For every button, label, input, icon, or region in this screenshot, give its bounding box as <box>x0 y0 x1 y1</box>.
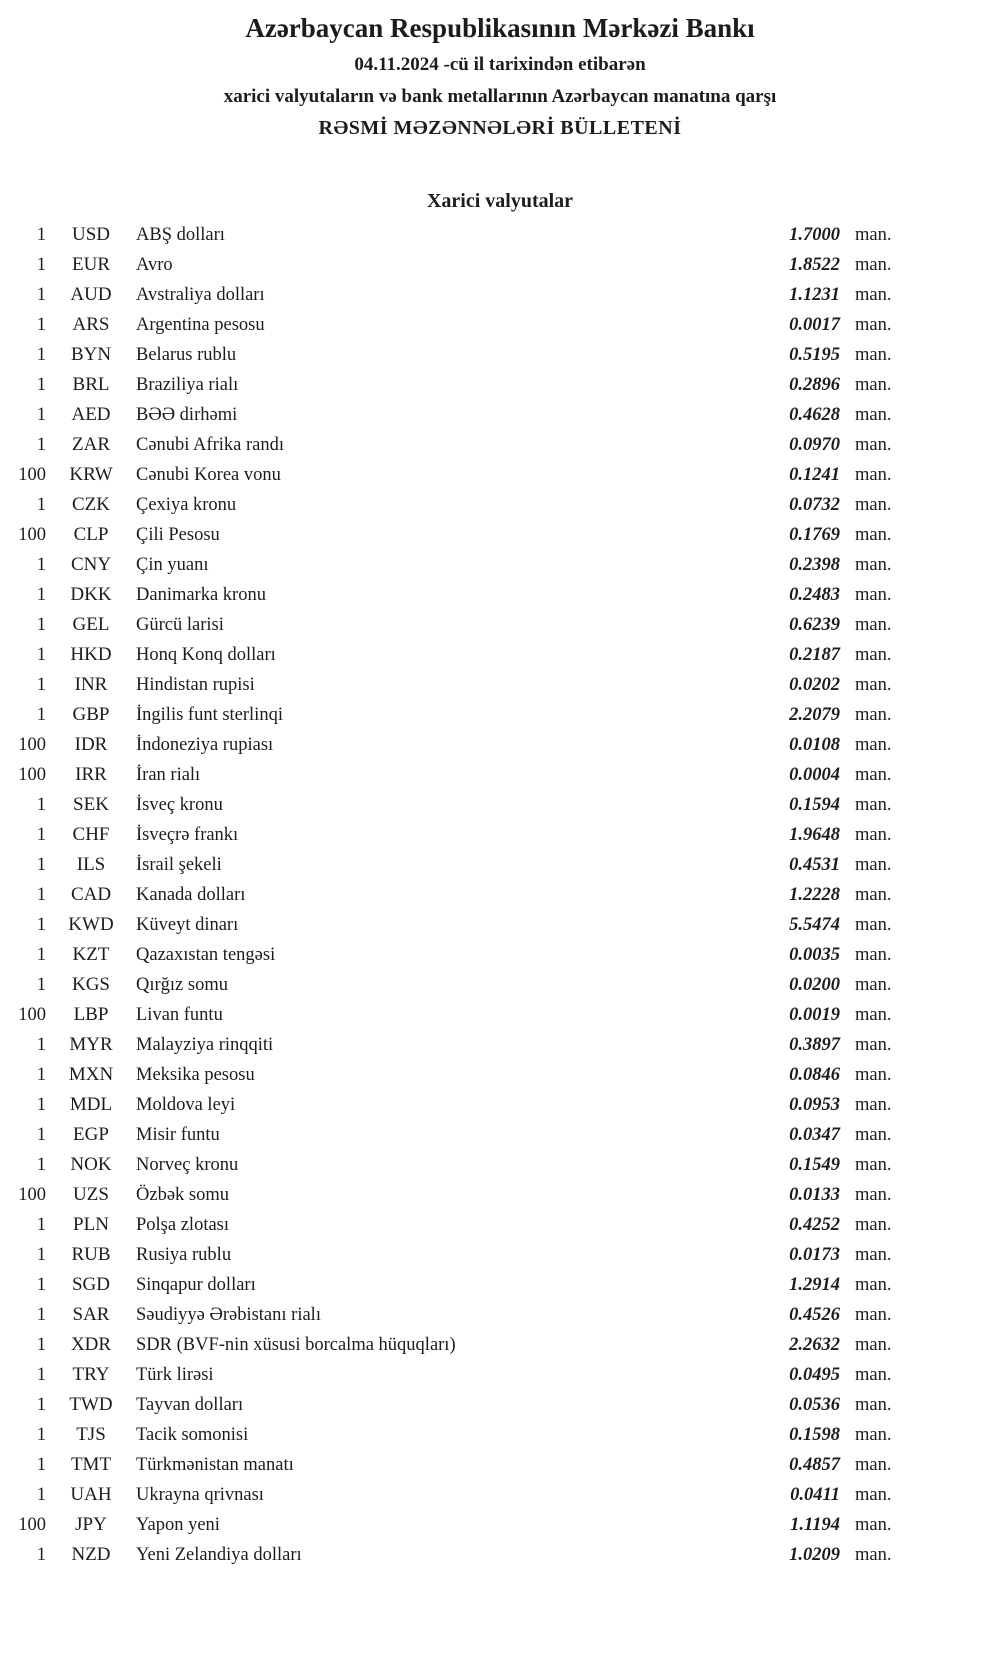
rate-value: 2.2079 <box>789 705 840 725</box>
rate-row <box>0 220 1000 250</box>
rate-row <box>0 1180 1000 1210</box>
rate-row <box>0 1540 1000 1570</box>
rate-name: Tayvan dolları <box>136 1395 244 1415</box>
rate-unit: man. <box>855 225 892 245</box>
rate-row <box>0 700 1000 730</box>
rate-name: Belarus rublu <box>136 345 237 365</box>
rate-qty: 1 <box>36 405 46 425</box>
rate-name: SDR (BVF-nin xüsusi borcalma hüquqları) <box>136 1335 456 1355</box>
rate-qty: 1 <box>36 345 46 365</box>
rate-value: 0.0133 <box>789 1185 840 1205</box>
rate-value: 0.1549 <box>789 1155 840 1175</box>
rate-code: AUD <box>70 284 112 305</box>
rate-name: Danimarka kronu <box>136 585 266 605</box>
rate-unit: man. <box>855 585 892 605</box>
rate-value: 0.0035 <box>789 945 840 965</box>
rate-unit: man. <box>855 405 892 425</box>
rate-name: Malayziya rinqqiti <box>136 1035 274 1055</box>
rate-value: 1.1231 <box>789 285 840 305</box>
rate-name: Cənubi Afrika randı <box>136 435 284 455</box>
rate-row <box>0 910 1000 940</box>
rate-name: Türk lirəsi <box>136 1365 214 1385</box>
rate-qty: 1 <box>36 1035 46 1055</box>
rate-row <box>0 640 1000 670</box>
rate-name: Yeni Zelandiya dolları <box>136 1545 302 1565</box>
rate-row <box>0 1450 1000 1480</box>
rate-name: Polşa zlotası <box>136 1215 230 1235</box>
rate-unit: man. <box>855 345 892 365</box>
rate-value: 5.5474 <box>789 915 840 935</box>
rate-unit: man. <box>855 1395 892 1415</box>
rate-name: Hindistan rupisi <box>136 675 255 695</box>
rate-name: İndoneziya rupiası <box>136 735 274 755</box>
rate-row <box>0 820 1000 850</box>
rate-qty: 1 <box>36 1425 46 1445</box>
rate-value: 0.0347 <box>789 1125 840 1145</box>
rate-value: 0.1598 <box>789 1425 840 1445</box>
rate-code: CHF <box>72 824 110 845</box>
rate-name: Kanada dolları <box>136 885 246 905</box>
rate-unit: man. <box>855 675 892 695</box>
rate-value: 0.0411 <box>790 1485 840 1505</box>
rate-value: 0.0019 <box>789 1005 840 1025</box>
rate-unit: man. <box>855 765 892 785</box>
rate-name: ABŞ dolları <box>136 225 225 245</box>
rate-row <box>0 1330 1000 1360</box>
rate-row <box>0 370 1000 400</box>
rate-row <box>0 1150 1000 1180</box>
rate-qty: 1 <box>36 1125 46 1145</box>
rate-qty: 1 <box>36 495 46 515</box>
rate-name: Livan funtu <box>136 1005 223 1025</box>
rate-row <box>0 490 1000 520</box>
rate-name: Avstraliya dolları <box>136 285 265 305</box>
rate-value: 0.1594 <box>789 795 840 815</box>
rate-unit: man. <box>855 855 892 875</box>
rate-code: RUB <box>71 1244 111 1265</box>
rate-code: UZS <box>73 1184 109 1205</box>
rate-code: TWD <box>69 1394 113 1415</box>
rate-row <box>0 1090 1000 1120</box>
rate-name: İsrail şekeli <box>136 855 222 875</box>
rate-row <box>0 580 1000 610</box>
rate-code: ZAR <box>72 434 110 455</box>
rate-code: DKK <box>70 584 112 605</box>
rate-unit: man. <box>855 1215 892 1235</box>
rate-qty: 100 <box>18 1515 46 1535</box>
rate-code: EGP <box>73 1124 109 1145</box>
rate-unit: man. <box>855 255 892 275</box>
rate-row <box>0 430 1000 460</box>
rate-name: Braziliya rialı <box>136 375 239 395</box>
rate-code: CLP <box>73 524 109 545</box>
rate-row <box>0 1120 1000 1150</box>
rate-value: 0.4628 <box>789 405 840 425</box>
rate-name: İran rialı <box>136 765 201 785</box>
rate-qty: 1 <box>36 585 46 605</box>
rate-name: Çexiya kronu <box>136 495 237 515</box>
rate-code: XDR <box>70 1334 112 1355</box>
rate-name: Türkmənistan manatı <box>136 1455 294 1475</box>
rate-unit: man. <box>855 555 892 575</box>
rate-name: BƏƏ dirhəmi <box>136 405 238 425</box>
rate-value: 0.4857 <box>789 1455 840 1475</box>
rate-name: Qazaxıstan tengəsi <box>136 945 276 965</box>
rate-unit: man. <box>855 465 892 485</box>
rate-unit: man. <box>855 375 892 395</box>
rate-row <box>0 340 1000 370</box>
rate-value: 0.0173 <box>789 1245 840 1265</box>
rate-value: 1.2228 <box>789 885 840 905</box>
rate-unit: man. <box>855 1455 892 1475</box>
rate-qty: 1 <box>36 885 46 905</box>
rate-unit: man. <box>855 285 892 305</box>
rate-qty: 1 <box>36 1215 46 1235</box>
rate-name: Çili Pesosu <box>136 525 220 545</box>
rate-value: 0.0108 <box>789 735 840 755</box>
rate-row <box>0 610 1000 640</box>
rate-qty: 1 <box>36 795 46 815</box>
rate-unit: man. <box>855 645 892 665</box>
rate-code: JPY <box>75 1514 107 1535</box>
rate-value: 0.0970 <box>789 435 840 455</box>
bulletin-title: RƏSMİ MƏZƏNNƏLƏRİ BÜLLETENİ <box>318 117 682 139</box>
rate-qty: 100 <box>18 1185 46 1205</box>
rate-code: BRL <box>72 374 110 395</box>
rate-unit: man. <box>855 1425 892 1445</box>
rate-code: KRW <box>69 464 113 485</box>
rate-qty: 1 <box>36 1065 46 1085</box>
rate-unit: man. <box>855 1005 892 1025</box>
rate-unit: man. <box>855 495 892 515</box>
rate-value: 0.4252 <box>789 1215 840 1235</box>
rate-value: 0.2896 <box>789 375 840 395</box>
rate-unit: man. <box>855 945 892 965</box>
rate-code: NOK <box>70 1154 112 1175</box>
effective-date-line: 04.11.2024 -cü il tarixindən etibarən <box>354 54 646 75</box>
rate-name: Misir funtu <box>136 1125 220 1145</box>
rate-value: 1.7000 <box>789 225 840 245</box>
rate-qty: 1 <box>36 225 46 245</box>
rate-value: 0.0200 <box>789 975 840 995</box>
rate-value: 1.8522 <box>789 255 840 275</box>
rate-unit: man. <box>855 705 892 725</box>
rate-unit: man. <box>855 1275 892 1295</box>
rate-code: MDL <box>69 1094 113 1115</box>
rate-unit: man. <box>855 1125 892 1145</box>
rate-name: Argentina pesosu <box>136 315 265 335</box>
rate-row <box>0 280 1000 310</box>
rate-qty: 1 <box>36 1245 46 1265</box>
rate-qty: 1 <box>36 825 46 845</box>
rate-code: ARS <box>72 314 110 335</box>
rate-unit: man. <box>855 315 892 335</box>
rate-value: 0.0017 <box>789 315 840 335</box>
subject-line: xarici valyutaların və bank metallarının Azərbaycan manatına qarşı <box>223 86 777 107</box>
rate-row <box>0 760 1000 790</box>
rate-code: SGD <box>71 1274 110 1295</box>
rate-value: 1.1194 <box>790 1515 840 1535</box>
rate-unit: man. <box>855 1545 892 1565</box>
rate-row <box>0 1360 1000 1390</box>
rate-value: 0.0846 <box>789 1065 840 1085</box>
rate-value: 0.0536 <box>789 1395 840 1415</box>
rate-name: İsveçrə frankı <box>136 825 239 845</box>
rate-unit: man. <box>855 1095 892 1115</box>
rate-qty: 1 <box>36 1095 46 1115</box>
rate-code: MYR <box>69 1034 113 1055</box>
rate-qty: 1 <box>36 1455 46 1475</box>
rate-row <box>0 790 1000 820</box>
rate-unit: man. <box>855 1485 892 1505</box>
rate-row <box>0 460 1000 490</box>
rate-qty: 1 <box>36 375 46 395</box>
rate-value: 1.0209 <box>789 1545 840 1565</box>
rate-qty: 1 <box>36 1335 46 1355</box>
rate-qty: 100 <box>18 525 46 545</box>
rate-code: TJS <box>76 1424 106 1445</box>
rate-name: Çin yuanı <box>136 555 209 575</box>
rate-value: 1.9648 <box>789 825 840 845</box>
rate-code: GBP <box>72 704 110 725</box>
rate-name: Honq Konq dolları <box>136 645 276 665</box>
rate-qty: 1 <box>36 255 46 275</box>
rate-qty: 1 <box>36 945 46 965</box>
rate-qty: 1 <box>36 315 46 335</box>
rate-unit: man. <box>855 1035 892 1055</box>
rate-qty: 1 <box>36 645 46 665</box>
rate-name: Səudiyyə Ərəbistanı rialı <box>136 1305 321 1325</box>
rate-row <box>0 880 1000 910</box>
rate-unit: man. <box>855 1515 892 1535</box>
rate-unit: man. <box>855 1365 892 1385</box>
rate-row <box>0 310 1000 340</box>
rate-row <box>0 1060 1000 1090</box>
rate-qty: 1 <box>36 435 46 455</box>
rate-qty: 100 <box>18 765 46 785</box>
rate-value: 0.6239 <box>789 615 840 635</box>
rate-row <box>0 1000 1000 1030</box>
rate-code: CNY <box>70 554 112 575</box>
rate-row <box>0 1030 1000 1060</box>
rate-unit: man. <box>855 885 892 905</box>
rate-row <box>0 970 1000 1000</box>
rate-code: KZT <box>72 944 110 965</box>
rate-qty: 1 <box>36 1395 46 1415</box>
rate-value: 0.0732 <box>789 495 840 515</box>
rate-value: 2.2632 <box>789 1335 840 1355</box>
rate-code: KGS <box>71 974 110 995</box>
rate-value: 0.3897 <box>789 1035 840 1055</box>
rate-code: TMT <box>70 1454 112 1475</box>
rate-unit: man. <box>855 1305 892 1325</box>
rate-row <box>0 1390 1000 1420</box>
rate-name: Gürcü larisi <box>136 615 224 635</box>
rate-unit: man. <box>855 795 892 815</box>
rate-qty: 1 <box>36 615 46 635</box>
rate-name: Avro <box>136 255 173 275</box>
rate-value: 0.1241 <box>789 465 840 485</box>
rate-code: IDR <box>74 734 108 755</box>
rate-code: ILS <box>76 854 106 875</box>
rate-unit: man. <box>855 735 892 755</box>
rate-qty: 100 <box>18 1005 46 1025</box>
rate-name: İsveç kronu <box>136 795 223 815</box>
rate-code: CZK <box>72 494 110 515</box>
rate-qty: 1 <box>36 1545 46 1565</box>
rate-row <box>0 1210 1000 1240</box>
rate-value: 0.4531 <box>789 855 840 875</box>
rate-name: Norveç kronu <box>136 1155 239 1175</box>
rate-row <box>0 940 1000 970</box>
rate-value: 0.0953 <box>789 1095 840 1115</box>
rate-value: 0.0202 <box>789 675 840 695</box>
rate-qty: 1 <box>36 285 46 305</box>
rate-qty: 100 <box>18 735 46 755</box>
rate-name: Ukrayna qrivnası <box>136 1485 264 1505</box>
rate-code: SAR <box>72 1304 110 1325</box>
rate-code: MXN <box>68 1064 114 1085</box>
rate-value: 0.2187 <box>789 645 840 665</box>
rate-name: Küveyt dinarı <box>136 915 239 935</box>
rate-qty: 1 <box>36 675 46 695</box>
rate-value: 0.5195 <box>789 345 840 365</box>
rate-code: CAD <box>70 884 112 905</box>
rate-code: LBP <box>73 1004 109 1025</box>
rate-value: 0.0495 <box>789 1365 840 1385</box>
rate-qty: 1 <box>36 1365 46 1385</box>
bank-title: Azərbaycan Respublikasının Mərkəzi Bankı <box>245 13 755 43</box>
rate-name: Cənubi Korea vonu <box>136 465 281 485</box>
rate-row <box>0 1480 1000 1510</box>
rate-row <box>0 1270 1000 1300</box>
rate-unit: man. <box>855 615 892 635</box>
rate-qty: 1 <box>36 555 46 575</box>
rate-qty: 100 <box>18 465 46 485</box>
rate-value: 1.2914 <box>789 1275 840 1295</box>
rate-value: 0.2483 <box>789 585 840 605</box>
rate-row <box>0 1420 1000 1450</box>
rate-unit: man. <box>855 435 892 455</box>
rate-qty: 1 <box>36 1485 46 1505</box>
rate-unit: man. <box>855 915 892 935</box>
rate-row <box>0 400 1000 430</box>
rate-name: Sinqapur dolları <box>136 1275 256 1295</box>
rate-unit: man. <box>855 1185 892 1205</box>
section-title-foreign-currencies: Xarici valyutalar <box>426 190 574 212</box>
rate-qty: 1 <box>36 975 46 995</box>
rate-name: Qırğız somu <box>136 975 228 995</box>
rate-qty: 1 <box>36 1275 46 1295</box>
rate-row <box>0 520 1000 550</box>
rate-code: TRY <box>72 1364 110 1385</box>
rate-qty: 1 <box>36 1305 46 1325</box>
rate-code: INR <box>74 674 108 695</box>
rate-qty: 1 <box>36 1155 46 1175</box>
rate-row <box>0 550 1000 580</box>
rate-code: BYN <box>70 344 112 365</box>
rate-name: İngilis funt sterlinqi <box>136 705 283 725</box>
rate-code: USD <box>71 224 110 245</box>
rate-unit: man. <box>855 1065 892 1085</box>
rate-code: PLN <box>73 1214 109 1235</box>
rate-unit: man. <box>855 975 892 995</box>
rate-code: KWD <box>68 914 114 935</box>
rate-unit: man. <box>855 1335 892 1355</box>
rate-unit: man. <box>855 1245 892 1265</box>
rate-value: 0.1769 <box>789 525 840 545</box>
rate-code: HKD <box>70 644 112 665</box>
rate-unit: man. <box>855 1155 892 1175</box>
rate-name: Yapon yeni <box>136 1515 220 1535</box>
rate-qty: 1 <box>36 915 46 935</box>
rate-qty: 1 <box>36 705 46 725</box>
rate-code: GEL <box>72 614 110 635</box>
rate-value: 0.0004 <box>789 765 840 785</box>
rate-unit: man. <box>855 525 892 545</box>
rate-row <box>0 1300 1000 1330</box>
rate-code: EUR <box>72 254 110 275</box>
rate-value: 0.2398 <box>789 555 840 575</box>
rate-code: IRR <box>75 764 107 785</box>
rate-row <box>0 730 1000 760</box>
rates-table-body <box>0 220 1000 1570</box>
rate-row <box>0 250 1000 280</box>
rate-code: SEK <box>73 794 109 815</box>
rate-name: Meksika pesosu <box>136 1065 255 1085</box>
rate-name: Rusiya rublu <box>136 1245 232 1265</box>
rate-row <box>0 850 1000 880</box>
rate-code: NZD <box>71 1544 111 1565</box>
rate-name: Moldova leyi <box>136 1095 236 1115</box>
rate-code: UAH <box>70 1484 112 1505</box>
rate-row <box>0 1240 1000 1270</box>
rate-unit: man. <box>855 825 892 845</box>
rate-qty: 1 <box>36 855 46 875</box>
rate-row <box>0 1510 1000 1540</box>
rate-code: AED <box>71 404 111 425</box>
rate-value: 0.4526 <box>789 1305 840 1325</box>
rate-row <box>0 670 1000 700</box>
rate-name: Tacik somonisi <box>136 1425 249 1445</box>
rate-name: Özbək somu <box>136 1185 229 1205</box>
